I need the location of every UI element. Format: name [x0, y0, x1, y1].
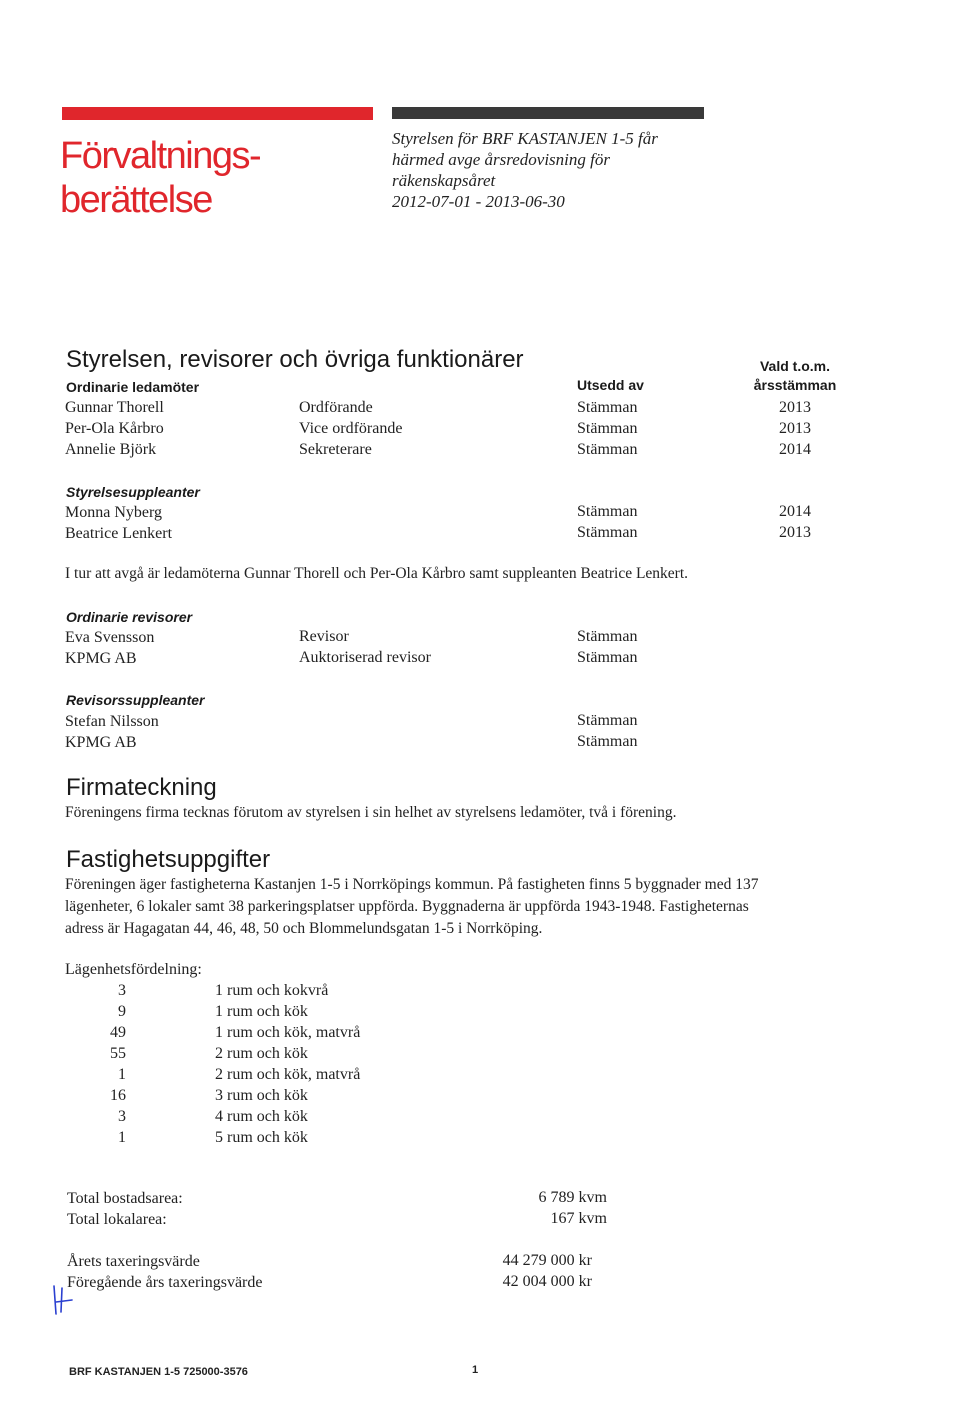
- member-until: 2013: [779, 420, 811, 437]
- auditors-heading: Ordinarie revisorer: [66, 609, 193, 625]
- distribution-count: 3: [118, 982, 126, 999]
- footer-org: BRF KASTANJEN 1-5 725000-3576: [69, 1366, 248, 1378]
- auditor-role: Auktoriserad revisor: [299, 649, 431, 666]
- property-text-line: Föreningen äger fastigheterna Kastanjen 1-5 i Norrköpings kommun. På fastigheten finns 5 byggnader med 137: [65, 876, 759, 893]
- property-heading: Fastighetsuppgifter: [66, 846, 271, 873]
- intro-line: 2012-07-01 - 2013-06-30: [392, 192, 565, 211]
- handwritten-initials: [48, 1284, 78, 1318]
- distribution-heading: Lägenhetsfördelning:: [65, 961, 202, 978]
- property-text-line: adress är Hagagatan 44, 46, 48, 50 och Blommelundsgatan 1-5 i Norrköping.: [65, 920, 543, 937]
- member-role: Sekreterare: [299, 441, 372, 458]
- auditor-name: KPMG AB: [65, 650, 137, 667]
- distribution-count: 9: [118, 1003, 126, 1020]
- distribution-type: 1 rum och kök, matvrå: [215, 1024, 361, 1041]
- auditor-deputy-name: KPMG AB: [65, 734, 137, 751]
- auditor-appointed-by: Stämman: [577, 649, 638, 666]
- col-vald-line2: årsstämman: [753, 377, 837, 393]
- signing-heading: Firmateckning: [66, 774, 217, 801]
- auditor-appointed-by: Stämman: [577, 628, 638, 645]
- area-label: Total bostadsarea:: [67, 1190, 183, 1207]
- deputy-appointed-by: Stämman: [577, 524, 638, 541]
- auditor-deputy-appointed-by: Stämman: [577, 733, 638, 750]
- signing-text: Föreningens firma tecknas förutom av styrelsen i sin helhet av styrelsens ledamöter, två i förening.: [65, 804, 677, 821]
- page-number: 1: [472, 1364, 479, 1376]
- deputies-heading: Styrelsesuppleanter: [66, 484, 200, 500]
- property-text: [65, 874, 758, 940]
- member-appointed-by: Stämman: [577, 399, 638, 416]
- tax-value-label: Föregående års taxeringsvärde: [67, 1274, 263, 1291]
- distribution-count: 1: [118, 1129, 126, 1146]
- distribution-type: 1 rum och kök: [215, 1003, 308, 1020]
- member-appointed-by: Stämman: [577, 441, 638, 458]
- distribution-type: 5 rum och kök: [215, 1129, 308, 1146]
- member-name: Gunnar Thorell: [65, 399, 164, 416]
- member-until: 2014: [779, 441, 811, 458]
- distribution-count: 16: [110, 1087, 126, 1104]
- tax-value-amount: 42 004 000 kr: [502, 1273, 592, 1290]
- tax-value-amount: 44 279 000 kr: [502, 1252, 592, 1269]
- member-role: Ordförande: [299, 399, 373, 416]
- intro-line: härmed avge årsredovisning för: [392, 150, 610, 169]
- col-utsedd: Utsedd av: [577, 377, 644, 393]
- deputy-name: Monna Nyberg: [65, 504, 163, 521]
- header-red-bar: [62, 107, 373, 120]
- board-heading: Styrelsen, revisorer och övriga funktionärer: [66, 346, 524, 373]
- tax-value-label: Årets taxeringsvärde: [67, 1253, 200, 1270]
- intro-line: Styrelsen för BRF KASTANJEN 1-5 får: [392, 129, 658, 148]
- doc-title-line2: berättelse: [60, 179, 212, 221]
- intro-text: [392, 128, 658, 212]
- rotation-note: I tur att avgå är ledamöterna Gunnar Thorell och Per-Ola Kårbro samt suppleanten Beatrice Lenkert.: [65, 565, 689, 582]
- member-name: Per-Ola Kårbro: [65, 420, 164, 437]
- auditor-role: Revisor: [299, 628, 349, 645]
- distribution-count: 1: [118, 1066, 126, 1083]
- deputy-until: 2013: [779, 524, 811, 541]
- distribution-count: 49: [110, 1024, 126, 1041]
- auditor-name: Eva Svensson: [65, 629, 155, 646]
- header-dark-bar: [392, 107, 704, 119]
- distribution-type: 4 rum och kök: [215, 1108, 308, 1125]
- deputy-appointed-by: Stämman: [577, 503, 638, 520]
- area-label: Total lokalarea:: [67, 1211, 167, 1228]
- property-text-line: lägenheter, 6 lokaler samt 38 parkeringsplatser uppförda. Byggnaderna är uppförda 1943-1948. Fastigheternas: [65, 898, 749, 915]
- distribution-type: 2 rum och kök, matvrå: [215, 1066, 361, 1083]
- distribution-count: 3: [118, 1108, 126, 1125]
- distribution-count: 55: [110, 1045, 126, 1062]
- member-appointed-by: Stämman: [577, 420, 638, 437]
- auditor-deputies-heading: Revisorssuppleanter: [66, 692, 205, 708]
- distribution-type: 1 rum och kokvrå: [215, 982, 329, 999]
- intro-line: räkenskapsåret: [392, 171, 496, 190]
- col-vald-line1: Vald t.o.m.: [759, 358, 830, 374]
- member-until: 2013: [779, 399, 811, 416]
- members-heading: Ordinarie ledamöter: [66, 379, 200, 395]
- distribution-type: 3 rum och kök: [215, 1087, 308, 1104]
- auditor-deputy-name: Stefan Nilsson: [65, 713, 159, 730]
- member-name: Annelie Björk: [65, 441, 157, 458]
- deputy-until: 2014: [779, 503, 811, 520]
- doc-title-line1: Förvaltnings-: [60, 135, 261, 177]
- member-role: Vice ordförande: [299, 420, 403, 437]
- distribution-type: 2 rum och kök: [215, 1045, 308, 1062]
- area-value: 6 789 kvm: [538, 1189, 607, 1206]
- auditor-deputy-appointed-by: Stämman: [577, 712, 638, 729]
- deputy-name: Beatrice Lenkert: [65, 525, 173, 542]
- area-value: 167 kvm: [550, 1210, 607, 1227]
